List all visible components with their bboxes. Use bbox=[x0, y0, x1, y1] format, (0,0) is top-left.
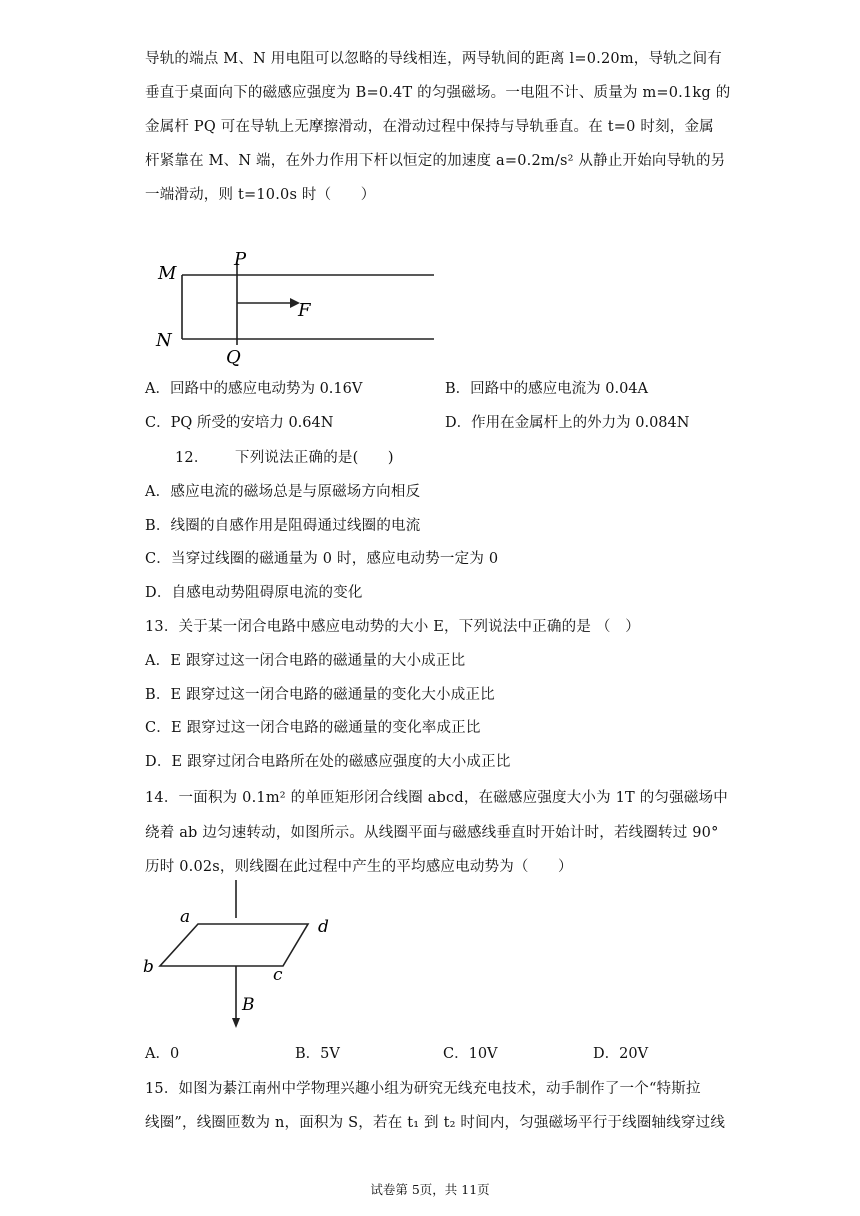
q12-option-d: D．自感电动势阻碍原电流的变化 bbox=[145, 585, 363, 601]
q14-option-b: B．5V bbox=[295, 1046, 340, 1062]
q15-line-1: 15．如图为綦江南州中学物理兴趣小组为研究无线充电技术，动手制作了一个“特斯拉 bbox=[145, 1081, 701, 1097]
label-a: a bbox=[180, 907, 191, 927]
q13-stem: 13．关于某一闭合电路中感应电动势的大小 E，下列说法中正确的是 （ ） bbox=[145, 619, 640, 635]
label-N: N bbox=[156, 330, 172, 351]
page-footer: 试卷第 5页，共 11页 bbox=[370, 1182, 490, 1197]
q14-line-3: 历时 0.02s，则线圈在此过程中产生的平均感应电动势为（ ） bbox=[145, 859, 573, 875]
q13-option-d: D．E 跟穿过闭合电路所在处的磁感应强度的大小成正比 bbox=[145, 754, 511, 770]
q12-option-b: B．线圈的自感作用是阻碍通过线圈的电流 bbox=[145, 518, 421, 534]
label-Q: Q bbox=[226, 347, 241, 368]
q14-line-1: 14．一面积为 0.1m² 的单匝矩形闭合线圈 abcd，在磁感应强度大小为 1T 的匀强磁场中 bbox=[145, 790, 728, 806]
q13-option-c: C．E 跟穿过这一闭合电路的磁通量的变化率成正比 bbox=[145, 720, 481, 736]
q14-option-a: A．0 bbox=[145, 1046, 180, 1062]
q11-line-2: 垂直于桌面向下的磁感应强度为 B=0.4T 的匀强磁场。一电阻不计、质量为 m=0.1kg 的 bbox=[145, 85, 731, 101]
label-M: M bbox=[158, 263, 177, 284]
q14-option-c: C．10V bbox=[443, 1046, 498, 1062]
label-B: B bbox=[242, 995, 255, 1015]
label-c: c bbox=[273, 965, 283, 985]
q11-option-d: D．作用在金属杆上的外力为 0.084N bbox=[445, 415, 690, 431]
q11-line-4: 杆紧靠在 M、N 端，在外力作用下杆以恒定的加速度 a=0.2m/s² 从静止开始向导轨的另 bbox=[145, 153, 726, 169]
q13-option-a: A．E 跟穿过这一闭合电路的磁通量的大小成正比 bbox=[145, 653, 466, 669]
label-d: d bbox=[318, 917, 329, 937]
q11-option-b: B．回路中的感应电流为 0.04A bbox=[445, 381, 649, 397]
q12-option-a: A．感应电流的磁场总是与原磁场方向相反 bbox=[145, 484, 421, 500]
q14-line-2: 绕着 ab 边匀速转动，如图所示。从线圈平面与磁感线垂直时开始计时，若线圈转过 90° bbox=[145, 825, 719, 841]
q12-number: 12． bbox=[175, 450, 209, 466]
q11-option-a: A．回路中的感应电动势为 0.16V bbox=[145, 381, 363, 397]
rail-rod-figure bbox=[150, 245, 445, 370]
q15-line-2: 线圈”，线圈匝数为 n，面积为 S，若在 t₁ 到 t₂ 时间内，匀强磁场平行于线圈轴线穿过线 bbox=[145, 1115, 726, 1131]
q14-option-d: D．20V bbox=[593, 1046, 649, 1062]
q11-line-5: 一端滑动，则 t=10.0s 时（ ） bbox=[145, 187, 376, 203]
q11-line-1: 导轨的端点 M、N 用电阻可以忽略的导线相连，两导轨间的距离 l=0.20m，导轨之间有 bbox=[145, 51, 722, 67]
coil-figure bbox=[140, 880, 365, 1032]
label-b: b bbox=[143, 957, 154, 977]
label-P: P bbox=[234, 249, 247, 270]
q12-stem: 下列说法正确的是( ) bbox=[235, 450, 394, 466]
q12-option-c: C．当穿过线圈的磁通量为 0 时，感应电动势一定为 0 bbox=[145, 551, 499, 567]
q11-option-c: C．PQ 所受的安培力 0.64N bbox=[145, 415, 334, 431]
label-F: F bbox=[298, 300, 311, 321]
q11-line-3: 金属杆 PQ 可在导轨上无摩擦滑动，在滑动过程中保持与导轨垂直。在 t=0 时刻，金属 bbox=[145, 119, 714, 135]
q13-option-b: B．E 跟穿过这一闭合电路的磁通量的变化大小成正比 bbox=[145, 687, 495, 703]
